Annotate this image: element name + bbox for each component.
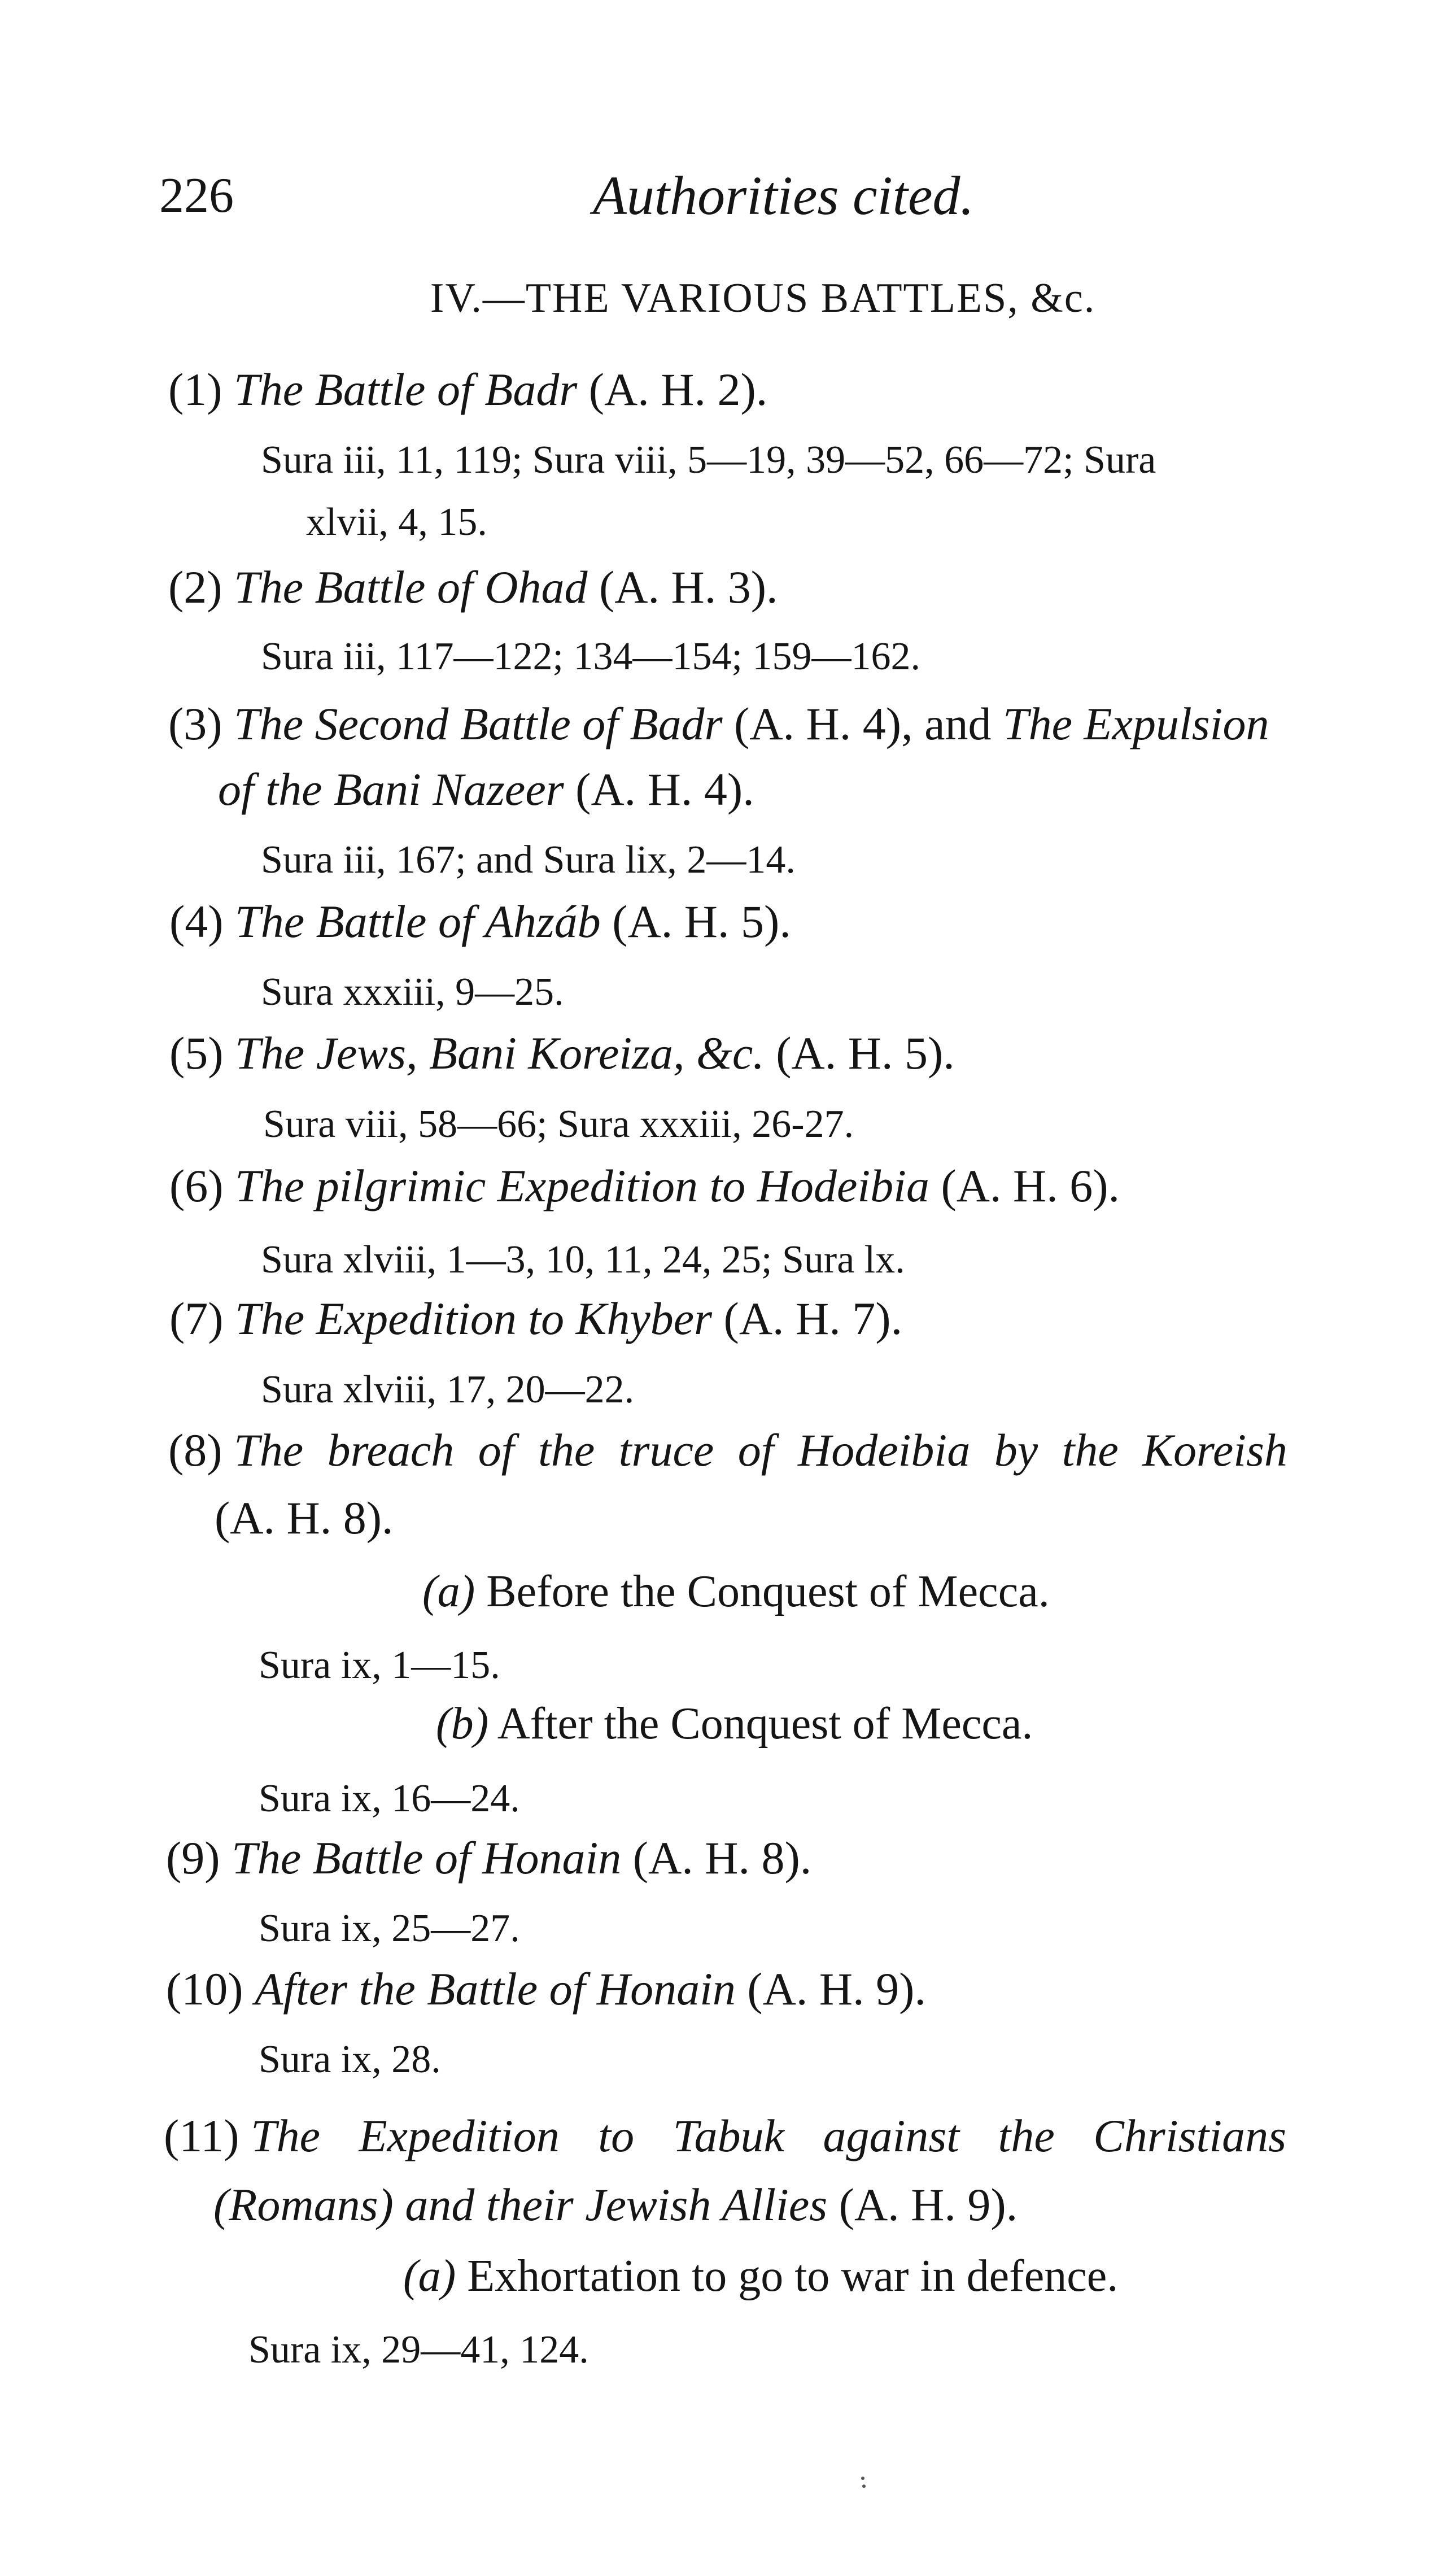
entry-title: The Expedition to Tabuk against the Christians — [251, 2110, 1286, 2161]
entry-5-reference: Sura viii, 58—66; Sura xxxiii, 26-27. — [263, 1102, 854, 1146]
entry-title: After the Battle of Honain — [255, 1963, 736, 2015]
entry-4-heading — [169, 893, 791, 950]
entry-number: (3) — [168, 698, 222, 749]
entry-10-heading — [166, 1961, 926, 2017]
entry-5-heading — [169, 1025, 955, 1082]
entry-number: (9) — [166, 1832, 220, 1884]
entry-date-second: (A. H. 4). — [575, 764, 754, 815]
entry-title: The Jews, Bani Koreiza, &c. — [235, 1027, 765, 1079]
entry-8-subheading-a — [422, 1563, 1050, 1620]
entry-date: (A. H. 9). — [839, 2179, 1018, 2230]
entry-date: (A. H. 5). — [776, 1027, 955, 1079]
entry-date: (A. H. 2). — [588, 364, 768, 415]
entry-date: (A. H. 3). — [599, 561, 778, 613]
entry-number: (10) — [166, 1963, 243, 2015]
entry-1-heading — [168, 361, 767, 418]
entry-title: The breach of the truce of Hodeibia by the Koreish — [234, 1424, 1287, 1476]
entry-11-subheading-a — [403, 2248, 1118, 2304]
speck-mark — [858, 2473, 870, 2495]
entry-9-reference: Sura ix, 25—27. — [259, 1907, 520, 1950]
subheading-text: Before the Conquest of Mecca. — [486, 1567, 1050, 1616]
entry-number: (6) — [169, 1160, 224, 1211]
entry-2-heading — [168, 559, 778, 616]
entry-8-heading — [168, 1422, 1287, 1479]
entry-title: The pilgrimic Expedition to Hodeibia — [235, 1160, 929, 1211]
entry-number: (2) — [168, 561, 222, 613]
entry-date: (A. H. 6). — [941, 1160, 1120, 1211]
entry-8-reference-a: Sura ix, 1—15. — [259, 1644, 500, 1687]
subheading-text: After the Conquest of Mecca. — [497, 1699, 1033, 1749]
printing-specks — [858, 2473, 870, 2499]
subheading-label: (b) — [436, 1699, 489, 1749]
entry-date: (A. H. 4), and — [734, 698, 992, 749]
entry-11-heading — [164, 2108, 1286, 2164]
entry-1-reference: Sura iii, 11, 119; Sura viii, 5—19, 39—52, 66—72; Sura — [261, 438, 1156, 482]
entry-10-reference: Sura ix, 28. — [259, 2038, 441, 2081]
entry-1-reference-continued: xlvii, 4, 15. — [306, 500, 487, 544]
entry-title: The Battle of Badr — [234, 364, 578, 415]
entry-number: (4) — [169, 896, 224, 947]
entry-date: (A. H. 5). — [612, 896, 791, 947]
entry-8-reference-b: Sura ix, 16—24. — [259, 1777, 520, 1820]
entry-6-reference: Sura xlviii, 1—3, 10, 11, 24, 25; Sura lx. — [261, 1238, 905, 1282]
section-heading-text: IV.—THE VARIOUS BATTLES, &c. — [430, 275, 1096, 321]
entry-8-subheading-b — [436, 1695, 1033, 1752]
entry-number: (7) — [169, 1293, 224, 1344]
entry-number: (11) — [164, 2110, 239, 2161]
entry-number: (1) — [168, 364, 222, 415]
entry-title: The Second Battle of Badr — [234, 698, 723, 749]
subheading-label: (a) — [422, 1567, 475, 1616]
entry-9-heading — [166, 1830, 811, 1886]
section-heading — [0, 270, 1441, 326]
entry-6-heading — [169, 1158, 1120, 1214]
subheading-text: Exhortation to go to war in defence. — [467, 2251, 1119, 2301]
entry-title-second: The Expulsion — [1002, 698, 1269, 749]
entry-title: The Expedition to Khyber — [235, 1293, 713, 1344]
entry-11-heading-continued — [213, 2177, 1018, 2233]
entry-3-heading-continued — [218, 761, 754, 818]
entry-7-reference: Sura xlviii, 17, 20—22. — [261, 1368, 635, 1411]
entry-title-continued: (Romans) and their Jewish Allies — [213, 2179, 828, 2230]
entry-title-second-continued: of the Bani Nazeer — [218, 764, 564, 815]
entry-3-reference: Sura iii, 167; and Sura lix, 2—14. — [261, 838, 796, 882]
entry-number: (5) — [169, 1027, 224, 1079]
entry-3-heading — [168, 696, 1269, 752]
running-title: Authorities cited. — [593, 165, 974, 226]
entry-title: The Battle of Honain — [232, 1832, 622, 1884]
entry-date: (A. H. 8). — [632, 1832, 812, 1884]
entry-date: (A. H. 8). — [215, 1492, 394, 1544]
entry-11-reference-a: Sura ix, 29—41, 124. — [248, 2328, 589, 2372]
page-number: 226 — [159, 168, 234, 223]
entry-8-heading-continued — [215, 1490, 394, 1546]
entry-2-reference: Sura iii, 117—122; 134—154; 159—162. — [261, 635, 920, 678]
entry-title: The Battle of Ohad — [234, 561, 588, 613]
entry-title: The Battle of Ahzáb — [235, 896, 601, 947]
entry-4-reference: Sura xxxiii, 9—25. — [261, 970, 564, 1014]
entry-date: (A. H. 7). — [723, 1293, 903, 1344]
entry-date: (A. H. 9). — [747, 1963, 926, 2015]
entry-number: (8) — [168, 1424, 222, 1476]
entry-7-heading — [169, 1291, 902, 1347]
subheading-label: (a) — [403, 2251, 456, 2301]
